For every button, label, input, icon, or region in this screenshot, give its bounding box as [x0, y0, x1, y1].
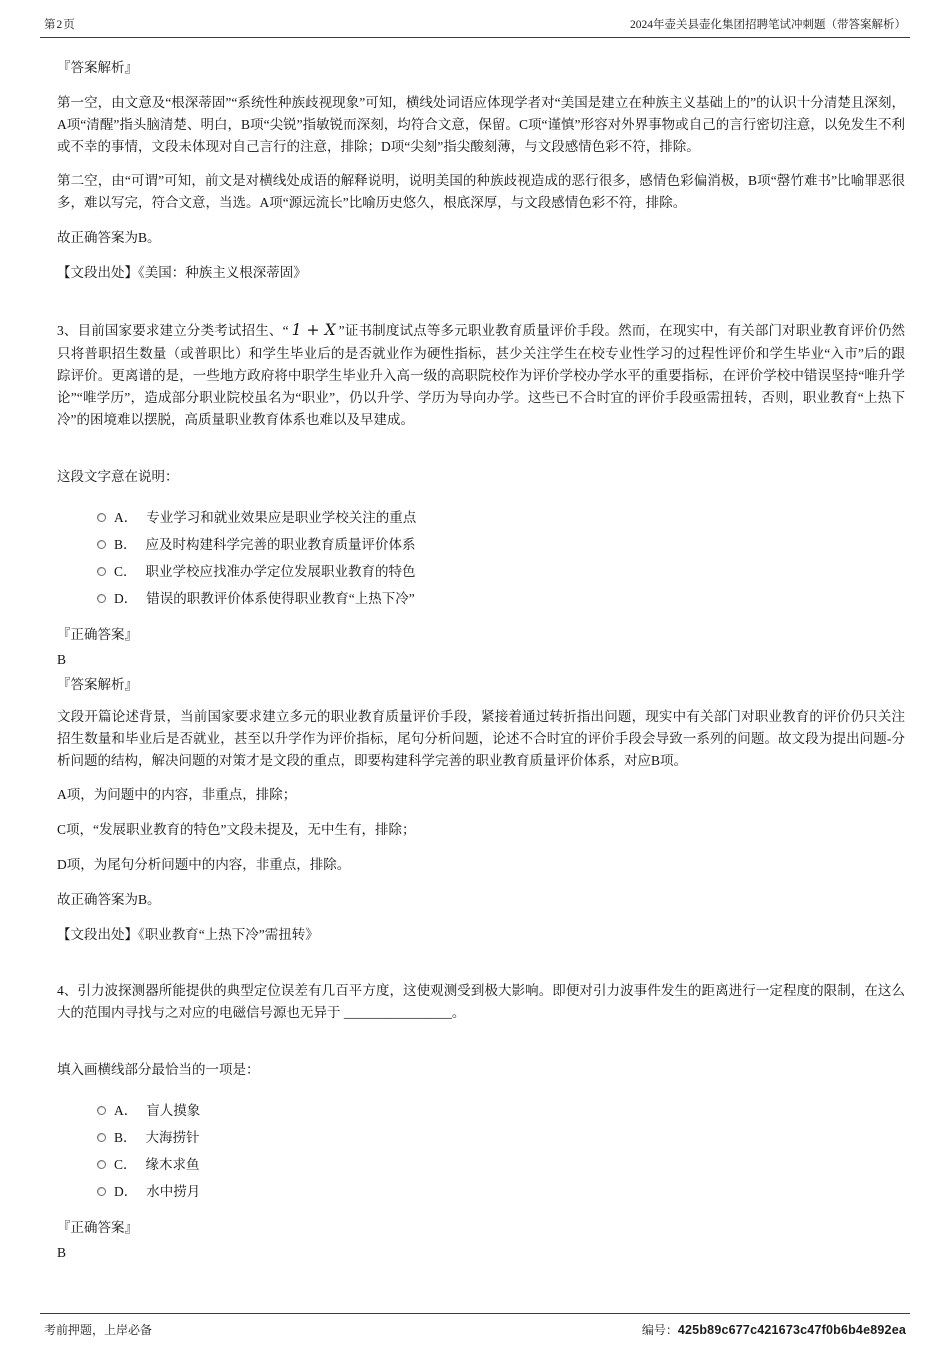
document-id-value: 425b89c677c421673c47f0b6b4e892ea — [677, 1323, 906, 1337]
correct-answer-value-q3: B — [57, 652, 67, 668]
question-3-option-d[interactable] — [97, 585, 905, 612]
analysis-point-c-q3: C项，“发展职业教育的特色”文段未提及，无中生有，排除； — [57, 822, 416, 838]
analysis-point-a-q3: A项，为问题中的内容，非重点，排除； — [57, 787, 297, 803]
radio-button-icon[interactable] — [97, 1187, 106, 1196]
question-3-stem-pre: 3、目前国家要求建立分类考试招生、“ — [57, 322, 289, 338]
question-4-options — [57, 1097, 905, 1205]
analysis-paragraph-q3: 文段开篇论述背景，当前国家要求建立多元的职业教育质量评价手段，紧接着通过转折指出问题，现实中有关部门对职业教育的评价仍只关注招生数量和毕业后是否就业，甚至以升学作为评价指标，尾句分析问题，论述不合时宜的评价手段会导致一系列的问题。故文段为提出问题-分析问题的结构，解决问题的对策才是文段的重点，即要构建科学完善的职业教育质量评价体系，对应B项。 — [57, 708, 905, 768]
analysis-paragraph-first-blank: 第一空，由文意及“根深蒂固”“系统性种族歧视现象”可知，横线处词语应体现学者对“美国是建立在种族主义基础上的”的认识十分清楚且深刻，A项“清醒”指头脑清楚、明白，B项“尖锐”指敏锐而深刻，均符合文意，保留。C项“谨慎”形容对外界事物或自己的言行密切注意，以免发生不利或不幸的事情，文段未体现对自己言行的注意，排除；D项“尖刻”指尖酸刻薄，与文段感情色彩不符，排除。 — [57, 94, 905, 154]
option-text: 应及时构建科学完善的职业教育质量评价体系 — [145, 537, 416, 553]
source-reference-q3: 【文段出处】《职业教育“上热下冷”需扭转》 — [57, 926, 319, 942]
question-3-option-a[interactable] — [97, 504, 905, 531]
option-text: 大海捞针 — [145, 1130, 200, 1146]
question-4-prompt: 填入画横线部分最恰当的一项是： — [57, 1062, 260, 1078]
radio-button-icon[interactable] — [97, 1160, 106, 1169]
answer-statement-q3: 故正确答案为B。 — [57, 892, 161, 908]
document-id — [642, 1321, 906, 1338]
analysis-point-d-q3: D项，为尾句分析问题中的内容，非重点，排除。 — [57, 857, 351, 873]
radio-button-icon[interactable] — [97, 594, 106, 603]
document-content — [0, 38, 950, 1264]
question-4-stem: 4、引力波探测器所能提供的典型定位误差有几百平方度，这使观测受到极大影响。即便对引力波事件发生的距离进行一定程度的限制，在这么大的范围内寻找与之对应的电磁信号源也无异于 ________________。 — [57, 982, 905, 1020]
question-3-prompt: 这段文字意在说明： — [57, 469, 179, 485]
option-text: 盲人摸象 — [146, 1103, 201, 1119]
option-letter: D． — [114, 591, 138, 607]
option-letter: A． — [114, 510, 138, 526]
option-letter: B． — [114, 1130, 137, 1146]
question-4-option-b[interactable] — [97, 1124, 905, 1151]
footer-slogan: 考前押题，上岸必备 — [44, 1323, 153, 1337]
option-letter: A． — [114, 1103, 138, 1119]
question-3-option-b[interactable] — [97, 531, 905, 558]
question-3-stem-post: ”证书制度试点等多元职业教育质量评价手段。然而，在现实中，有关部门对职业教育评价仍然只将普职招生数量（或普职比）和学生毕业后的是否就业作为硬性指标，甚少关注学生在校专业性学习的过程性评价和学生毕业“入市”后的跟踪评价。更离谱的是，一些地方政府将中职学生毕业升入高一级的高职院校作为评价学校办学水平的重要指标，在评价学校中错误坚持“唯升学论”“唯学历”，造成部分职业院校虽名为“职业”，仍以升学、学历为导向办学。这些已不合时宜的评价手段亟需扭转，否则，职业教育“上热下冷”的困境难以摆脱，高质量职业教育体系也难以及早建成。 — [57, 322, 905, 427]
option-letter: C． — [114, 564, 137, 580]
option-text: 水中捞月 — [146, 1184, 201, 1200]
question-3-option-c[interactable] — [97, 558, 905, 585]
page-number: 第2页 — [44, 19, 76, 31]
option-letter: B． — [114, 537, 137, 553]
option-text: 错误的职教评价体系使得职业教育“上热下冷” — [146, 591, 415, 607]
option-text: 职业学校应找准办学定位发展职业教育的特色 — [145, 564, 416, 580]
formula-1-plus-x: 1 + X — [291, 320, 336, 339]
question-3-stem — [57, 318, 905, 431]
option-letter: C． — [114, 1157, 137, 1173]
answer-analysis-heading-q2: 『答案解析』 — [57, 60, 138, 75]
question-4-option-a[interactable] — [97, 1097, 905, 1124]
radio-button-icon[interactable] — [97, 1106, 106, 1115]
option-text: 缘木求鱼 — [145, 1157, 200, 1173]
option-text: 专业学习和就业效果应是职业学校关注的重点 — [146, 510, 417, 526]
correct-answer-heading-q4: 『正确答案』 — [57, 1220, 138, 1236]
source-reference-q2: 【文段出处】《美国：种族主义根深蒂固》 — [57, 265, 307, 281]
correct-answer-value-q4: B — [57, 1245, 67, 1261]
radio-button-icon[interactable] — [97, 1133, 106, 1142]
page-header — [40, 0, 910, 38]
correct-answer-heading-q3: 『正确答案』 — [57, 627, 138, 643]
document-id-label: 编号： — [641, 1323, 678, 1337]
question-4-answer-block — [57, 1217, 905, 1264]
radio-button-icon[interactable] — [97, 513, 106, 522]
question-4-option-c[interactable] — [97, 1151, 905, 1178]
question-3-answer-block — [57, 624, 905, 696]
radio-button-icon[interactable] — [97, 567, 106, 576]
answer-analysis-heading-q3: 『答案解析』 — [57, 677, 138, 692]
document-title: 2024年壶关县壶化集团招聘笔试冲刺题（带答案解析） — [630, 19, 906, 31]
answer-statement-q2: 故正确答案为B。 — [57, 230, 161, 246]
option-letter: D． — [114, 1184, 138, 1200]
question-3-options — [57, 504, 905, 612]
radio-button-icon[interactable] — [97, 540, 106, 549]
page-footer — [40, 1313, 910, 1338]
question-4-option-d[interactable] — [97, 1178, 905, 1205]
analysis-paragraph-second-blank: 第二空，由“可谓”可知，前文是对横线处成语的解释说明，说明美国的种族歧视造成的恶行很多，感情色彩偏消极，B项“罄竹难书”比喻罪恶很多，难以写完，符合文意，当选。A项“源远流长”比喻历史悠久，根底深厚，与文段感情色彩不符，排除。 — [57, 173, 905, 211]
